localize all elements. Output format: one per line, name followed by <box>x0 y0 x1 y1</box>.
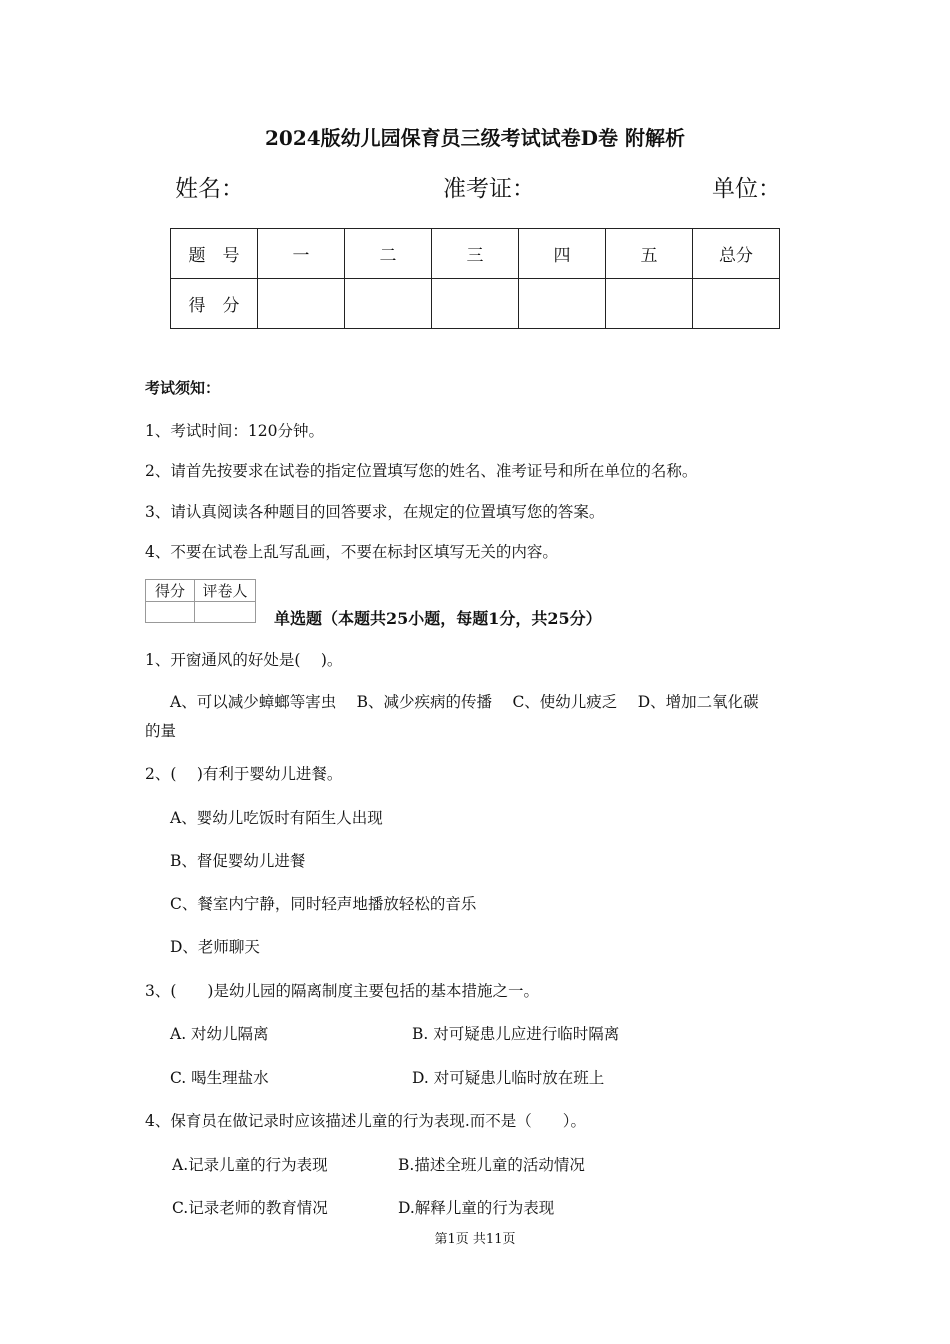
question-option: A、婴幼儿吃饭时有陌生人出现 <box>170 809 383 827</box>
grader-reviewer-cell <box>195 602 256 623</box>
exam-number-field-label: 准考证： <box>443 176 535 202</box>
notes-heading: 考试须知： <box>145 379 221 397</box>
score-table-header-cell: 五 <box>606 229 693 279</box>
score-cell <box>345 279 432 329</box>
page-title: 2024版幼儿园保育员三级考试试卷D卷 附解析 <box>265 126 685 150</box>
score-table-header-cell: 题 号 <box>171 229 258 279</box>
grader-score-label: 得分 <box>146 580 195 602</box>
question-option: D.解释儿童的行为表现 <box>398 1199 555 1217</box>
question-option: C. 喝生理盐水 <box>170 1069 269 1087</box>
section-title: 单选题（本题共25小题，每题1分，共25分） <box>274 609 602 628</box>
question-option: A.记录儿童的行为表现 <box>172 1156 328 1174</box>
question-option: B. 对可疑患儿应进行临时隔离 <box>412 1025 620 1043</box>
score-cell <box>606 279 693 329</box>
note-item: 2、请首先按要求在试卷的指定位置填写您的姓名、准考证号和所在单位的名称。 <box>145 462 698 480</box>
score-cell <box>432 279 519 329</box>
score-table-header-row <box>171 229 780 279</box>
question-stem: 1、开窗通风的好处是( )。 <box>145 651 343 669</box>
score-cell <box>258 279 345 329</box>
grader-score-cell <box>146 602 195 623</box>
score-table <box>170 228 780 329</box>
score-cell <box>693 279 780 329</box>
question-option: D. 对可疑患儿临时放在班上 <box>412 1069 605 1087</box>
note-item: 3、请认真阅读各种题目的回答要求，在规定的位置填写您的答案。 <box>145 503 605 521</box>
score-table-score-row <box>171 279 780 329</box>
question-option: A. 对幼儿隔离 <box>170 1025 269 1043</box>
note-item: 1、考试时间：120分钟。 <box>145 422 324 440</box>
question-option: C.记录老师的教育情况 <box>172 1199 328 1217</box>
question-option: D、老师聊天 <box>170 938 260 956</box>
score-table-row-label: 得 分 <box>171 279 258 329</box>
score-cell <box>519 279 606 329</box>
question-stem: 4、保育员在做记录时应该描述儿童的行为表现.而不是（ ）。 <box>145 1112 587 1130</box>
score-table-header-cell: 二 <box>345 229 432 279</box>
question-options: A、可以减少蟑螂等害虫 B、减少疾病的传播 C、使幼儿疲乏 D、增加二氧化碳 <box>170 693 759 711</box>
score-table-header-cell: 一 <box>258 229 345 279</box>
question-option: B.描述全班儿童的活动情况 <box>398 1156 585 1174</box>
score-table-header-cell: 三 <box>432 229 519 279</box>
name-field-label: 姓名： <box>175 176 244 202</box>
question-option: B、督促婴幼儿进餐 <box>170 852 306 870</box>
question-options-wrap: 的量 <box>145 722 177 740</box>
score-table-header-cell: 总分 <box>693 229 780 279</box>
score-table-header-cell: 四 <box>519 229 606 279</box>
question-option: C、餐室内宁静，同时轻声地播放轻松的音乐 <box>170 895 477 913</box>
grader-table <box>145 579 256 623</box>
unit-field-label: 单位： <box>712 176 781 202</box>
question-stem: 3、( )是幼儿园的隔离制度主要包括的基本措施之一。 <box>145 982 539 1000</box>
page-footer: 第1页 共11页 <box>434 1232 516 1247</box>
question-stem: 2、( )有利于婴幼儿进餐。 <box>145 765 343 783</box>
grader-reviewer-label: 评卷人 <box>195 580 256 602</box>
note-item: 4、不要在试卷上乱写乱画，不要在标封区填写无关的内容。 <box>145 543 558 561</box>
